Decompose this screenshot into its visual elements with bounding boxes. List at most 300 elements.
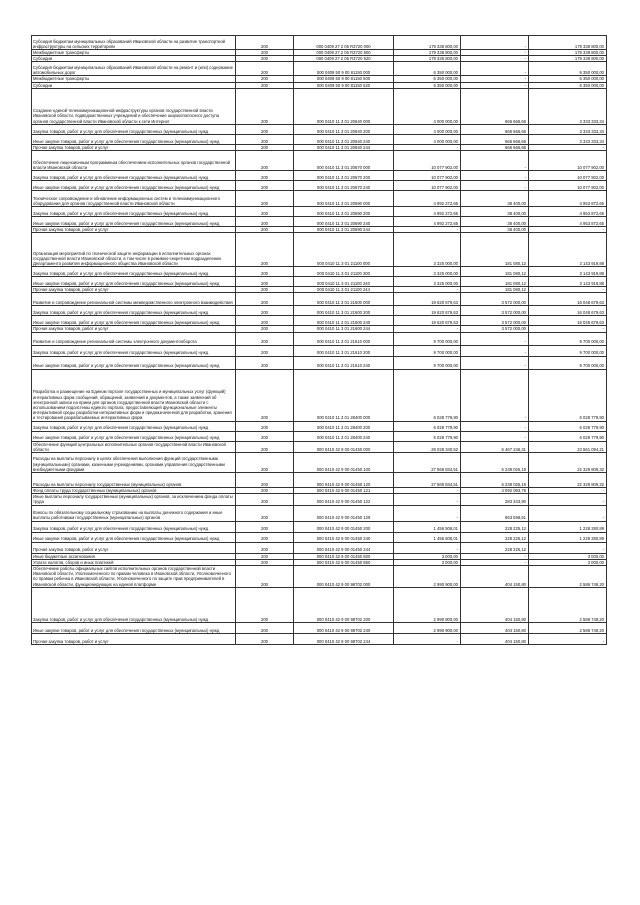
row-line-code: 200 [236, 124, 294, 134]
row-budget-code: 000 0410 42 9 00 01450 129 [294, 505, 394, 521]
row-budget-code: 000 0410 11 3 01 20640 244 [294, 144, 394, 150]
row-budget-code: 000 0410 11 3 01 28400 240 [294, 431, 394, 441]
table-row [32, 316, 607, 326]
table-row [32, 306, 607, 316]
row-approved-amount: 3 325 000,00 [394, 277, 461, 287]
row-executed-amount: 38 400,00 [461, 227, 529, 233]
row-remaining-amount: - [529, 227, 607, 233]
row-line-code: 200 [236, 494, 294, 505]
row-line-code: 200 [236, 50, 294, 56]
row-budget-code: 000 0410 11 3 01 28400 000 [294, 369, 394, 421]
row-remaining-amount: 6 028 779,90 [529, 431, 607, 441]
row-approved-amount: 4 000 000,00 [394, 134, 461, 144]
row-name: Закупка товаров, работ и услуг для обеспечения государственных (муниципальных) нужд [32, 345, 236, 356]
row-budget-code: 000 0410 42 9 00 01450 850 [294, 559, 394, 565]
row-executed-amount: - [461, 151, 529, 171]
row-budget-code: 000 0409 50 9 00 81150 000 [294, 62, 394, 76]
row-approved-amount: - [394, 144, 461, 150]
row-executed-amount: 5 239 025,19 [461, 453, 529, 473]
row-name: Субсидия бюджетам муниципальных образований Ивановской области на развитие транспортной инфраструктуры на сельских территориях [32, 36, 236, 50]
row-executed-amount: - [461, 369, 529, 421]
row-approved-amount: 6 028 779,90 [394, 421, 461, 431]
row-budget-code: 000 0410 42 9 00 01450 100 [294, 453, 394, 473]
row-remaining-amount: - [529, 326, 607, 332]
row-name: Субсидии [32, 56, 236, 62]
row-line-code: 200 [236, 505, 294, 521]
row-line-code: 200 [236, 144, 294, 150]
row-approved-amount: 10 077 902,00 [394, 181, 461, 191]
row-remaining-amount: 6 028 779,90 [529, 421, 607, 431]
row-line-code: 200 [236, 566, 294, 588]
row-executed-amount: 666 666,66 [461, 88, 529, 124]
row-name: Закупка товаров, работ и услуг для обеспечения государственных (муниципальных) нужд [32, 207, 236, 217]
row-approved-amount: 6 350 000,00 [394, 76, 461, 82]
row-name: Уплата налогов, сборов и иных платежей [32, 559, 236, 565]
row-remaining-amount: - [529, 287, 607, 293]
row-budget-code: 000 0410 42 9 00 01450 000 [294, 441, 394, 452]
row-line-code: 200 [236, 76, 294, 82]
row-remaining-amount: 3 143 919,88 [529, 267, 607, 277]
row-approved-amount: 1 456 506,01 [394, 532, 461, 542]
row-remaining-amount: 4 953 872,65 [529, 191, 607, 207]
row-remaining-amount: 4 953 872,65 [529, 217, 607, 227]
budget-sheet [31, 35, 606, 645]
row-name: Закупка товаров, работ и услуг для обеспечения государственных (муниципальных) нужд [32, 124, 236, 134]
row-approved-amount: 2 990 900,00 [394, 587, 461, 622]
row-remaining-amount: - [529, 505, 607, 521]
table-row [32, 622, 607, 633]
row-budget-code: 000 0410 11 3 01 28400 200 [294, 421, 394, 431]
row-remaining-amount: 10 077 902,00 [529, 181, 607, 191]
row-line-code: 200 [236, 633, 294, 644]
row-approved-amount: - [394, 287, 461, 293]
row-name: Закупка товаров, работ и услуг для обеспечения государственных (муниципальных) нужд [32, 587, 236, 622]
row-approved-amount: 4 992 272,65 [394, 217, 461, 227]
row-line-code: 200 [236, 207, 294, 217]
row-remaining-amount: - [529, 494, 607, 505]
row-remaining-amount: 10 077 902,00 [529, 171, 607, 181]
row-remaining-amount: 3 000,00 [529, 559, 607, 565]
row-name: Расходы на выплаты персоналу в целях обеспечения выполнения функций государственными (муниципальными) органами, казенными учреждениями, органами управления государственными внебюджетными фондами [32, 453, 236, 473]
table-row [32, 171, 607, 181]
row-line-code: 200 [236, 171, 294, 181]
row-approved-amount: 4 992 272,65 [394, 207, 461, 217]
row-executed-amount: 283 343,90 [461, 494, 529, 505]
row-approved-amount: 29 028 340,52 [394, 441, 461, 452]
row-remaining-amount: 22 329 809,32 [529, 453, 607, 473]
row-remaining-amount: - [529, 488, 607, 494]
row-budget-code: 000 0410 11 3 01 21100 000 [294, 233, 394, 267]
row-name: Закупка товаров, работ и услуг для обеспечения государственных (муниципальных) нужд [32, 421, 236, 431]
row-name: Разработка и размещение на Едином портале государственных и муниципальных услуг (функций) интерактивных форм сообщений, обращений, заявлений и документов, а также заявлений об электронной записи на прием для органов государственной власти Ивановской области с использованием подсистемы единого портала, предоставляющей функциональные элементы интерактивной среды разработки интерактивных форм и предназначенной для разработки, хранения и тестирования разрабатываемых интерактивных форм [32, 369, 236, 421]
row-approved-amount: 10 077 902,00 [394, 171, 461, 181]
row-budget-code: 000 0410 11 3 01 21600 240 [294, 316, 394, 326]
row-name: Развитие и сопровождение региональной системы межведомственного электронного взаимодействия [32, 293, 236, 306]
row-executed-amount: 404 150,80 [461, 633, 529, 644]
row-approved-amount: 1 456 506,01 [394, 521, 461, 532]
row-executed-amount: 404 150,80 [461, 587, 529, 622]
row-name: Субсидия бюджетам муниципальных образований Ивановской области на ремонт и (или) содержание автомобильных дорог [32, 62, 236, 76]
row-name: Закупка товаров, работ и услуг для обеспечения государственных (муниципальных) нужд [32, 521, 236, 532]
row-name: Прочая закупка товаров, работ и услуг [32, 542, 236, 553]
row-budget-code: 000 0410 11 3 01 20670 200 [294, 171, 394, 181]
row-name: Иные закупки товаров, работ и услуг для обеспечения государственных (муниципальных) нужд [32, 181, 236, 191]
row-budget-code: 000 0410 11 3 01 21610 000 [294, 332, 394, 345]
table-row [32, 633, 607, 644]
row-line-code: 200 [236, 431, 294, 441]
row-budget-code: 000 0410 42 9 00 01450 120 [294, 473, 394, 488]
row-line-code: 200 [236, 553, 294, 559]
row-remaining-amount: 22 329 809,32 [529, 473, 607, 488]
row-approved-amount: 27 568 834,51 [394, 453, 461, 473]
row-approved-amount: 3 000,00 [394, 559, 461, 565]
table-row [32, 542, 607, 553]
row-name: Субсидии [32, 82, 236, 88]
row-line-code: 200 [236, 316, 294, 326]
row-name: Взносы по обязательному социальному страхованию на выплаты денежного содержания и иные выплаты работникам государственных (муниципальных) органов [32, 505, 236, 521]
row-name: Прочая закупка товаров, работ и услуг [32, 227, 236, 233]
row-name: Создание единой телекоммуникационной инфраструктуры органов государственной власти Ивановской области, подведомственных учреждений и обеспечение широкополосного доступа органов государственной власти Ивановской области к сети Интернет [32, 88, 236, 124]
row-remaining-amount: 2 586 749,20 [529, 587, 607, 622]
row-remaining-amount: 16 048 679,63 [529, 293, 607, 306]
row-name: Межбюджетные трансферты [32, 50, 236, 56]
row-approved-amount: 179 338 800,00 [394, 50, 461, 56]
table-row [32, 191, 607, 207]
row-executed-amount: - [461, 62, 529, 76]
row-name: Иные закупки товаров, работ и услуг для обеспечения государственных (муниципальных) нужд [32, 431, 236, 441]
row-line-code: 200 [236, 521, 294, 532]
row-executed-amount: - [461, 553, 529, 559]
row-executed-amount: - [461, 421, 529, 431]
row-executed-amount: - [461, 356, 529, 369]
row-name: Иные выплаты персоналу государственных (муниципальных) органов, за исключением фонда оплаты труда [32, 494, 236, 505]
row-executed-amount: 666 666,66 [461, 144, 529, 150]
row-line-code: 200 [236, 277, 294, 287]
row-approved-amount: 19 620 679,63 [394, 306, 461, 316]
row-remaining-amount: 2 586 749,20 [529, 622, 607, 633]
row-name: Закупка товаров, работ и услуг для обеспечения государственных (муниципальных) нужд [32, 306, 236, 316]
row-executed-amount: - [461, 76, 529, 82]
row-line-code: 200 [236, 622, 294, 633]
row-remaining-amount: 179 338 800,00 [529, 36, 607, 50]
row-name: Организация мероприятий по технической защите информации в исполнительных органах государственной власти Ивановской области, в том числе в режимно-секретном подразделении Департамента развития информационного общества Ивановской области [32, 233, 236, 267]
row-budget-code: 000 0410 42 9 00 01450 244 [294, 542, 394, 553]
row-line-code: 200 [236, 287, 294, 293]
row-name: Закупка товаров, работ и услуг для обеспечения государственных (муниципальных) нужд [32, 267, 236, 277]
row-budget-code: 000 0409 27 2 05 R3720 520 [294, 56, 394, 62]
row-approved-amount: 10 077 902,00 [394, 151, 461, 171]
row-name: Фонд оплаты труда государственных (муниципальных) органов [32, 488, 236, 494]
row-budget-code: 000 0409 27 2 05 R3720 000 [294, 36, 394, 50]
table-row [32, 421, 607, 431]
table-row [32, 134, 607, 144]
row-budget-code: 000 0410 42 9 00 01450 200 [294, 521, 394, 532]
table-row [32, 233, 607, 267]
row-approved-amount: 3 000,00 [394, 553, 461, 559]
row-line-code: 200 [236, 441, 294, 452]
row-approved-amount: 9 700 000,00 [394, 356, 461, 369]
row-budget-code: 000 0410 11 3 01 21600 244 [294, 326, 394, 332]
row-approved-amount: 4 992 272,65 [394, 191, 461, 207]
row-executed-amount: 38 400,00 [461, 207, 529, 217]
row-approved-amount: 4 000 000,00 [394, 124, 461, 134]
row-name: Расходы на выплаты персоналу государственных (муниципальных) органов [32, 473, 236, 488]
row-line-code: 200 [236, 332, 294, 345]
row-budget-code: 000 0410 11 3 01 21610 200 [294, 345, 394, 356]
row-remaining-amount: 9 700 000,00 [529, 345, 607, 356]
row-remaining-amount: 3 333 333,34 [529, 124, 607, 134]
row-remaining-amount: 16 048 679,63 [529, 316, 607, 326]
row-remaining-amount: - [529, 144, 607, 150]
row-name: Техническое сопровождение и обновление информационных систем и телекоммуникационного оборудования для органов государственной власти Ивановской области [32, 191, 236, 207]
row-executed-amount: 863 598,51 [461, 505, 529, 521]
row-approved-amount: - [394, 505, 461, 521]
row-remaining-amount: 179 338 800,00 [529, 56, 607, 62]
row-approved-amount: 9 700 000,00 [394, 345, 461, 356]
row-executed-amount: 181 080,12 [461, 233, 529, 267]
table-row [32, 267, 607, 277]
row-line-code: 200 [236, 267, 294, 277]
row-name: Иные закупки товаров, работ и услуг для обеспечения государственных (муниципальных) нужд [32, 622, 236, 633]
table-row [32, 521, 607, 532]
row-remaining-amount: - [529, 633, 607, 644]
row-executed-amount: 4 092 083,78 [461, 488, 529, 494]
row-budget-code: 000 0410 11 3 01 21100 244 [294, 287, 394, 293]
row-executed-amount: - [461, 171, 529, 181]
row-remaining-amount: 2 586 749,20 [529, 566, 607, 588]
table-row [32, 494, 607, 505]
row-budget-code: 000 0410 11 3 01 20640 000 [294, 88, 394, 124]
row-budget-code: 000 0410 42 9 00 98702 244 [294, 633, 394, 644]
row-executed-amount: - [461, 559, 529, 565]
table-row [32, 587, 607, 622]
row-approved-amount: - [394, 227, 461, 233]
row-executed-amount: - [461, 82, 529, 88]
row-budget-code: 000 0410 42 9 00 01450 800 [294, 553, 394, 559]
row-approved-amount: 2 990 900,00 [394, 622, 461, 633]
row-line-code: 200 [236, 369, 294, 421]
row-name: Межбюджетные трансферты [32, 76, 236, 82]
row-budget-code: 000 0410 11 3 01 21100 240 [294, 277, 394, 287]
row-budget-code: 000 0410 11 3 01 20690 244 [294, 227, 394, 233]
row-executed-amount: - [461, 181, 529, 191]
row-approved-amount: 4 000 000,00 [394, 88, 461, 124]
row-executed-amount: 5 467 246,31 [461, 441, 529, 452]
table-row [32, 566, 607, 588]
row-budget-code: 000 0410 42 9 00 01450 240 [294, 532, 394, 542]
row-line-code: 200 [236, 488, 294, 494]
row-line-code: 200 [236, 88, 294, 124]
row-remaining-amount: 23 561 094,21 [529, 441, 607, 452]
row-line-code: 200 [236, 82, 294, 88]
row-line-code: 200 [236, 191, 294, 207]
table-row [32, 431, 607, 441]
row-executed-amount: 181 080,12 [461, 287, 529, 293]
row-budget-code: 000 0410 42 9 00 01450 122 [294, 494, 394, 505]
row-executed-amount: 404 150,80 [461, 566, 529, 588]
row-name: Прочая закупка товаров, работ и услуг [32, 633, 236, 644]
row-budget-code: 000 0410 11 3 01 20640 240 [294, 134, 394, 144]
row-approved-amount: 27 568 834,51 [394, 473, 461, 488]
row-name: Иные закупки товаров, работ и услуг для обеспечения государственных (муниципальных) нужд [32, 277, 236, 287]
row-budget-code: 000 0410 42 9 00 98702 000 [294, 566, 394, 588]
row-approved-amount: 19 620 679,63 [394, 316, 461, 326]
row-remaining-amount: 179 338 800,00 [529, 50, 607, 56]
row-budget-code: 000 0410 42 9 00 98702 200 [294, 587, 394, 622]
row-remaining-amount: 9 700 000,00 [529, 332, 607, 345]
row-approved-amount: - [394, 542, 461, 553]
row-line-code: 200 [236, 62, 294, 76]
row-executed-amount: 3 572 000,00 [461, 293, 529, 306]
row-executed-amount: 38 400,00 [461, 191, 529, 207]
row-line-code: 200 [236, 421, 294, 431]
row-approved-amount: 6 350 000,00 [394, 62, 461, 76]
row-line-code: 200 [236, 293, 294, 306]
table-row [32, 36, 607, 50]
row-name: Иные закупки товаров, работ и услуг для обеспечения государственных (муниципальных) нужд [32, 532, 236, 542]
table-row [32, 88, 607, 124]
table-row [32, 453, 607, 473]
row-executed-amount: - [461, 50, 529, 56]
row-budget-code: 000 0410 11 3 01 20690 200 [294, 207, 394, 217]
row-remaining-amount: - [529, 542, 607, 553]
row-budget-code: 000 0410 11 3 01 21600 000 [294, 293, 394, 306]
row-remaining-amount: 6 350 000,00 [529, 62, 607, 76]
budget-table [31, 35, 607, 645]
row-name: Иные закупки товаров, работ и услуг для обеспечения государственных (муниципальных) нужд [32, 316, 236, 326]
row-budget-code: 000 0410 11 3 01 21600 200 [294, 306, 394, 316]
row-name: Иные закупки товаров, работ и услуг для обеспечения государственных (муниципальных) нужд [32, 134, 236, 144]
row-line-code: 200 [236, 151, 294, 171]
row-remaining-amount: 1 228 280,89 [529, 532, 607, 542]
row-approved-amount: 179 338 800,00 [394, 56, 461, 62]
row-approved-amount: 3 325 000,00 [394, 267, 461, 277]
row-approved-amount: - [394, 633, 461, 644]
row-executed-amount: 228 225,12 [461, 521, 529, 532]
row-budget-code: 000 0409 50 9 00 81150 500 [294, 76, 394, 82]
row-line-code: 200 [236, 306, 294, 316]
row-budget-code: 000 0410 11 3 01 20670 240 [294, 181, 394, 191]
row-approved-amount: 19 620 679,63 [394, 293, 461, 306]
row-remaining-amount: 3 143 919,88 [529, 277, 607, 287]
row-budget-code: 000 0410 11 3 01 20690 000 [294, 191, 394, 207]
row-remaining-amount: 3 333 333,34 [529, 134, 607, 144]
row-budget-code: 000 0410 42 9 00 01450 121 [294, 488, 394, 494]
row-name: Закупка товаров, работ и услуг для обеспечения государственных (муниципальных) нужд [32, 171, 236, 181]
row-line-code: 200 [236, 532, 294, 542]
row-approved-amount: 6 350 000,00 [394, 82, 461, 88]
row-approved-amount: 6 028 779,90 [394, 431, 461, 441]
row-line-code: 200 [236, 587, 294, 622]
budget-table-body [32, 36, 607, 645]
row-line-code: 200 [236, 181, 294, 191]
table-row [32, 151, 607, 171]
row-line-code: 200 [236, 217, 294, 227]
row-executed-amount: 404 150,80 [461, 622, 529, 633]
row-remaining-amount: 3 143 919,88 [529, 233, 607, 267]
row-approved-amount: - [394, 488, 461, 494]
row-executed-amount: 3 572 000,00 [461, 306, 529, 316]
row-executed-amount: 666 666,66 [461, 134, 529, 144]
row-name: Обеспечение функций центральных исполнительных органов государственной власти Ивановской области [32, 441, 236, 452]
row-executed-amount: - [461, 56, 529, 62]
row-executed-amount: 181 080,12 [461, 277, 529, 287]
row-name: Развитие и сопровождение региональной системы электронного документооборота [32, 332, 236, 345]
row-remaining-amount: 3 333 333,34 [529, 88, 607, 124]
row-approved-amount: - [394, 326, 461, 332]
row-budget-code: 000 0410 42 9 00 98702 240 [294, 622, 394, 633]
row-approved-amount: - [394, 494, 461, 505]
row-executed-amount: - [461, 332, 529, 345]
row-executed-amount: 38 400,00 [461, 217, 529, 227]
row-line-code: 200 [236, 227, 294, 233]
row-line-code: 200 [236, 56, 294, 62]
row-executed-amount: 3 572 000,00 [461, 326, 529, 332]
row-budget-code: 000 0410 11 3 01 21100 200 [294, 267, 394, 277]
row-line-code: 200 [236, 559, 294, 565]
table-row [32, 207, 607, 217]
row-remaining-amount: 6 350 000,00 [529, 82, 607, 88]
row-executed-amount: - [461, 345, 529, 356]
row-approved-amount: 3 325 000,00 [394, 233, 461, 267]
table-row [32, 356, 607, 369]
row-name: Иные закупки товаров, работ и услуг для обеспечения государственных (муниципальных) нужд [32, 356, 236, 369]
row-name: Иные бюджетные ассигнования [32, 553, 236, 559]
row-remaining-amount: 6 028 779,90 [529, 369, 607, 421]
row-executed-amount: - [461, 36, 529, 50]
table-row [32, 293, 607, 306]
table-row [32, 345, 607, 356]
table-row [32, 277, 607, 287]
row-executed-amount: 228 225,12 [461, 532, 529, 542]
row-executed-amount: - [461, 431, 529, 441]
row-budget-code: 000 0410 11 3 01 20640 200 [294, 124, 394, 134]
row-line-code: 200 [236, 356, 294, 369]
table-row [32, 332, 607, 345]
table-row [32, 124, 607, 134]
row-budget-code: 000 0410 11 3 01 20690 240 [294, 217, 394, 227]
table-row [32, 505, 607, 521]
row-line-code: 200 [236, 453, 294, 473]
row-remaining-amount: 6 350 000,00 [529, 76, 607, 82]
row-remaining-amount: 4 953 872,65 [529, 207, 607, 217]
table-row [32, 369, 607, 421]
row-executed-amount: 666 666,66 [461, 124, 529, 134]
table-row [32, 532, 607, 542]
table-row [32, 181, 607, 191]
table-row [32, 62, 607, 76]
row-remaining-amount: 1 228 280,89 [529, 521, 607, 532]
row-executed-amount: 3 572 000,00 [461, 316, 529, 326]
row-line-code: 200 [236, 473, 294, 488]
row-approved-amount: 9 700 000,00 [394, 332, 461, 345]
row-line-code: 200 [236, 542, 294, 553]
row-line-code: 200 [236, 36, 294, 50]
row-approved-amount: 2 990 900,00 [394, 566, 461, 588]
row-budget-code: 000 0410 11 3 01 21610 240 [294, 356, 394, 369]
row-executed-amount: 181 080,12 [461, 267, 529, 277]
row-remaining-amount: 9 700 000,00 [529, 356, 607, 369]
row-name: Обеспечение лицензионным программным обеспечением исполнительных органов государственной власти Ивановской области [32, 151, 236, 171]
table-row [32, 473, 607, 488]
row-remaining-amount: 3 000,00 [529, 553, 607, 559]
row-line-code: 200 [236, 233, 294, 267]
row-executed-amount: 5 239 025,19 [461, 473, 529, 488]
row-line-code: 200 [236, 326, 294, 332]
row-budget-code: 000 0409 50 9 00 81150 520 [294, 82, 394, 88]
row-remaining-amount: 10 077 902,00 [529, 151, 607, 171]
row-name: Обеспечение работы официальных сайтов исполнительных органов государственной власти Ивановской области, Уполномоченного по правам человека в Ивановской области, Уполномоченного по правам ребенка в Ивановской области, Уполномоченного по защите прав предпринимателей в Ивановской области, функционирующих на единой платформе [32, 566, 236, 588]
